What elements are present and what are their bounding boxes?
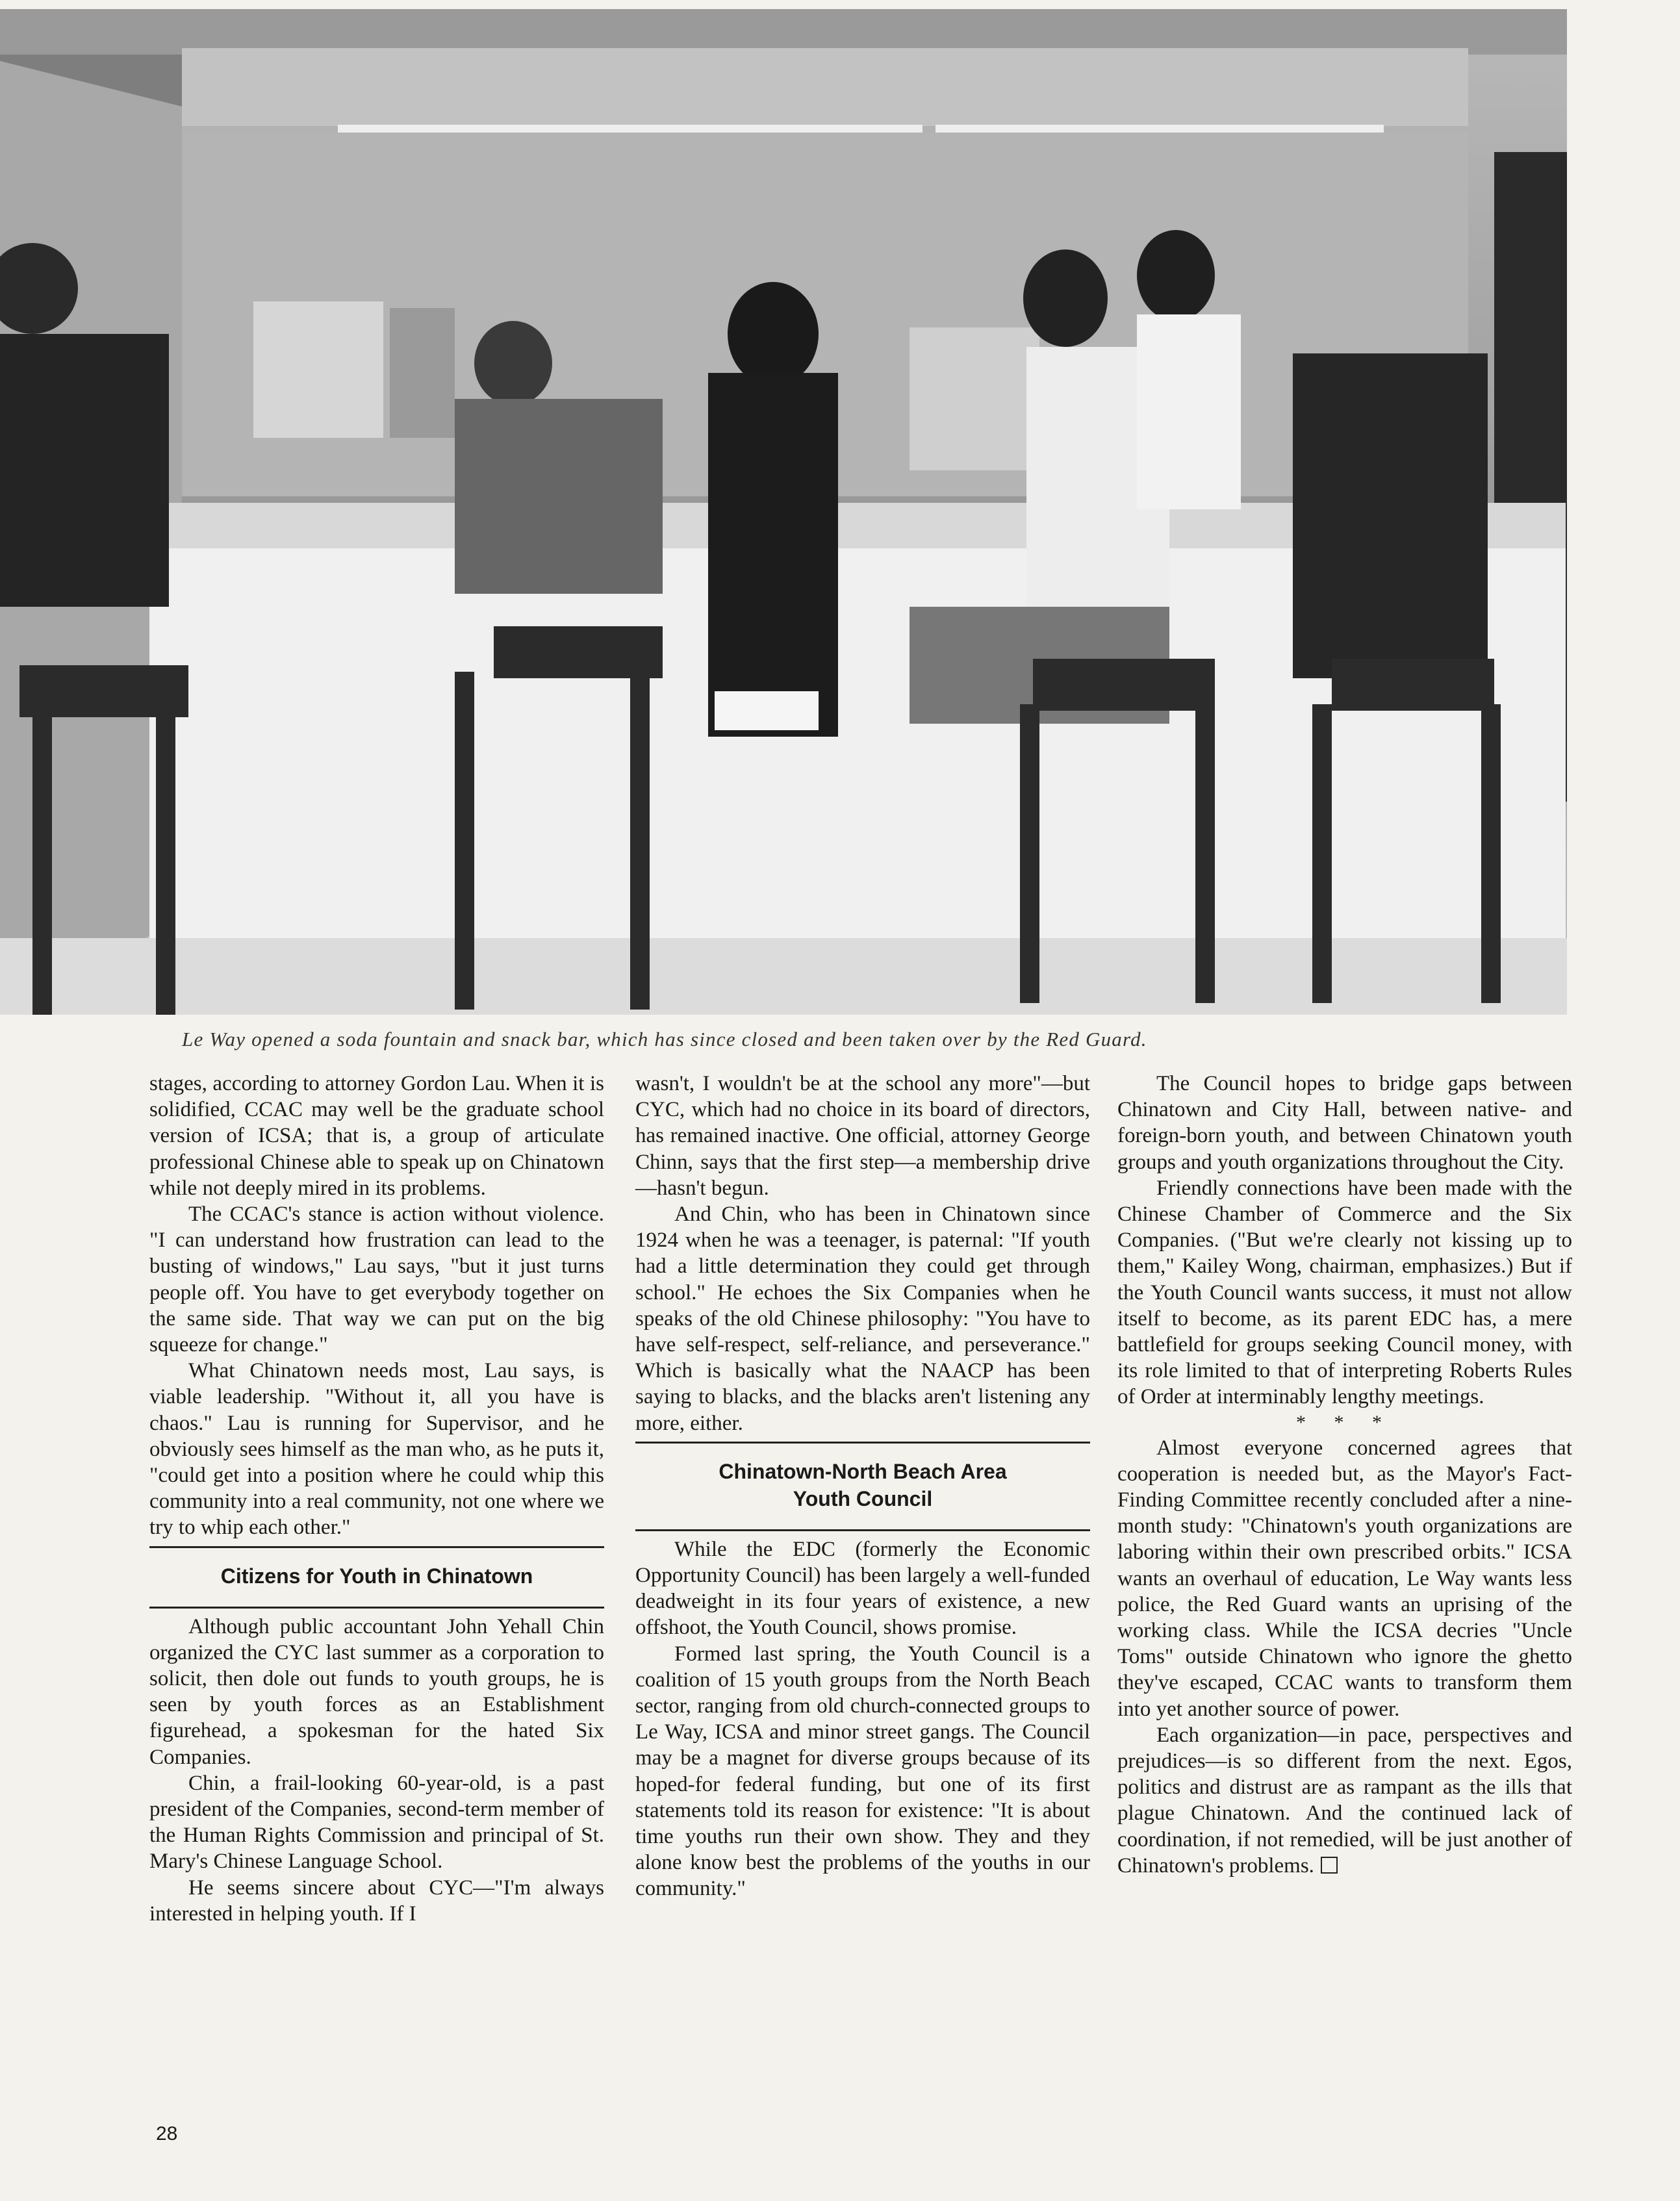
heading-line-2: Youth Council: [793, 1486, 933, 1510]
column-1: [149, 1071, 604, 1927]
page-number: 28: [156, 2123, 178, 2144]
col1-paragraph-2: The CCAC's stance is action without violence. "I can understand how frustration can lead to the busting of windows," Lau says, "but it just turns people off. You have to get everybody together on the same side. That way we can put on the big squeeze for change.": [149, 1202, 604, 1357]
section-rule-bottom: [635, 1529, 1090, 1531]
col1-paragraph-4: Although public accountant John Yehall Chin organized the CYC last summer as a corporation to solicit, then dole out funds to youth groups, he is seen by youth forces as an Establishment figurehead, a spokesman for the hated Six Companies.: [149, 1614, 604, 1769]
col3-paragraph-1: The Council hopes to bridge gaps between Chinatown and City Hall, between native- and foreign-born youth, and between Chinatown youth groups and youth organizations throughout the City.: [1117, 1072, 1572, 1174]
section-heading-youth-council: [635, 1449, 1090, 1524]
section-rule-bottom: [149, 1607, 604, 1609]
col2-paragraph-4: Formed last spring, the Youth Council is a coalition of 15 youth groups from the North Beach sector, ranging from old church-connected groups to Le Way, ICSA and minor street gangs. The Council may be a magnet for diverse groups because of its hoped-for federal funding, but one of its first statements told its reason for existence: "It is about time youths run their own show. They and they alone know best the problems of the youths in our community.": [635, 1642, 1090, 1901]
section-rule-top: [635, 1442, 1090, 1444]
col3-paragraph-4: [1117, 1722, 1572, 1879]
soda-fountain-photo: [0, 9, 1567, 1015]
col1-paragraph-1: stages, according to attorney Gordon Lau. When it is solidified, CCAC may well be the graduate school version of ICSA; that is, a group of articulate professional Chinese able to speak up on Chinatown while not deeply mired in its problems.: [149, 1072, 604, 1200]
end-mark-icon: [1321, 1857, 1338, 1874]
column-2: [635, 1071, 1090, 1902]
col1-paragraph-5: Chin, a frail-looking 60-year-old, is a past president of the Companies, second-term member of the Human Rights Commission and principal of St. Mary's Chinese Language School.: [149, 1771, 604, 1874]
col2-paragraph-2: And Chin, who has been in Chinatown since 1924 when he was a teenager, is paternal: "If youth had a little determination they could get through school." He echoes the Six Companies when he speaks of the old Chinese philosophy: "You have to have self-respect, self-reliance, and perseverance." Which is basically what the NAACP has been saying to blacks, and the blacks aren't listening any more, either.: [635, 1202, 1090, 1435]
heading-line-1: Chinatown-North Beach Area: [719, 1459, 1007, 1483]
section-break-stars: * * *: [1296, 1411, 1394, 1433]
photo-illustration: [0, 9, 1567, 1015]
col2-paragraph-1: wasn't, I wouldn't be at the school any more"—but CYC, which had no choice in its board of directors, has remained inactive. One official, attorney George Chinn, says that the first step—a membership drive—hasn't begun.: [635, 1072, 1090, 1200]
column-3: [1117, 1071, 1572, 1879]
photo-caption: Le Way opened a soda fountain and snack bar, which has since closed and been taken over by the Red Guard.: [182, 1028, 1147, 1050]
col2-paragraph-3: While the EDC (formerly the Economic Opportunity Council) has been largely a well-funded deadweight in its four years of existence, a new offshoot, the Youth Council, shows promise.: [635, 1537, 1090, 1640]
col3-paragraph-2: Friendly connections have been made with the Chinese Chamber of Commerce and the Six Companies. ("But we're clearly not kissing up to them," Kailey Wong, chairman, emphasizes.) But if the Youth Council wants success, it must not allow itself to become, as its parent EDC has, a mere battlefield for groups seeking Council money, with its role limited to that of interpreting Roberts Rules of Order at interminably lengthy meetings.: [1117, 1176, 1572, 1409]
section-rule-top: [149, 1546, 604, 1548]
section-heading-cyc: Citizens for Youth in Chinatown: [220, 1564, 533, 1588]
col1-paragraph-6: He seems sincere about CYC—"I'm always interested in helping youth. If I: [149, 1876, 604, 1926]
col3-paragraph-3: Almost everyone concerned agrees that cooperation is needed but, as the Mayor's Fact-Finding Committee recently concluded after a nine-month study: "Chinatown's youth organizations are laboring within their own prescribed orbits." ICSA wants an overhaul of education, Le Way wants less police, the Red Guard wants an uprising of the working class. While the ICSA decries "Uncle Toms" outside Chinatown who ignore the ghetto they've escaped, CCAC wants to transform them into yet another source of power.: [1117, 1436, 1572, 1721]
col1-paragraph-3: What Chinatown needs most, Lau says, is viable leadership. "Without it, all you have is chaos." Lau is running for Supervisor, and he obviously sees himself as the man who, as he puts it, "could get into a position where he could whip this community into a real community, not one where we try to whip each other.": [149, 1359, 604, 1540]
col3-paragraph-4-text: Each organization—in pace, perspectives and prejudices—is so different from the next. Egos, politics and distrust are as rampant as the ills that plague Chinatown. And the continued lack of coordination, if not remedied, will be just another of Chinatown's problems.: [1117, 1723, 1572, 1877]
